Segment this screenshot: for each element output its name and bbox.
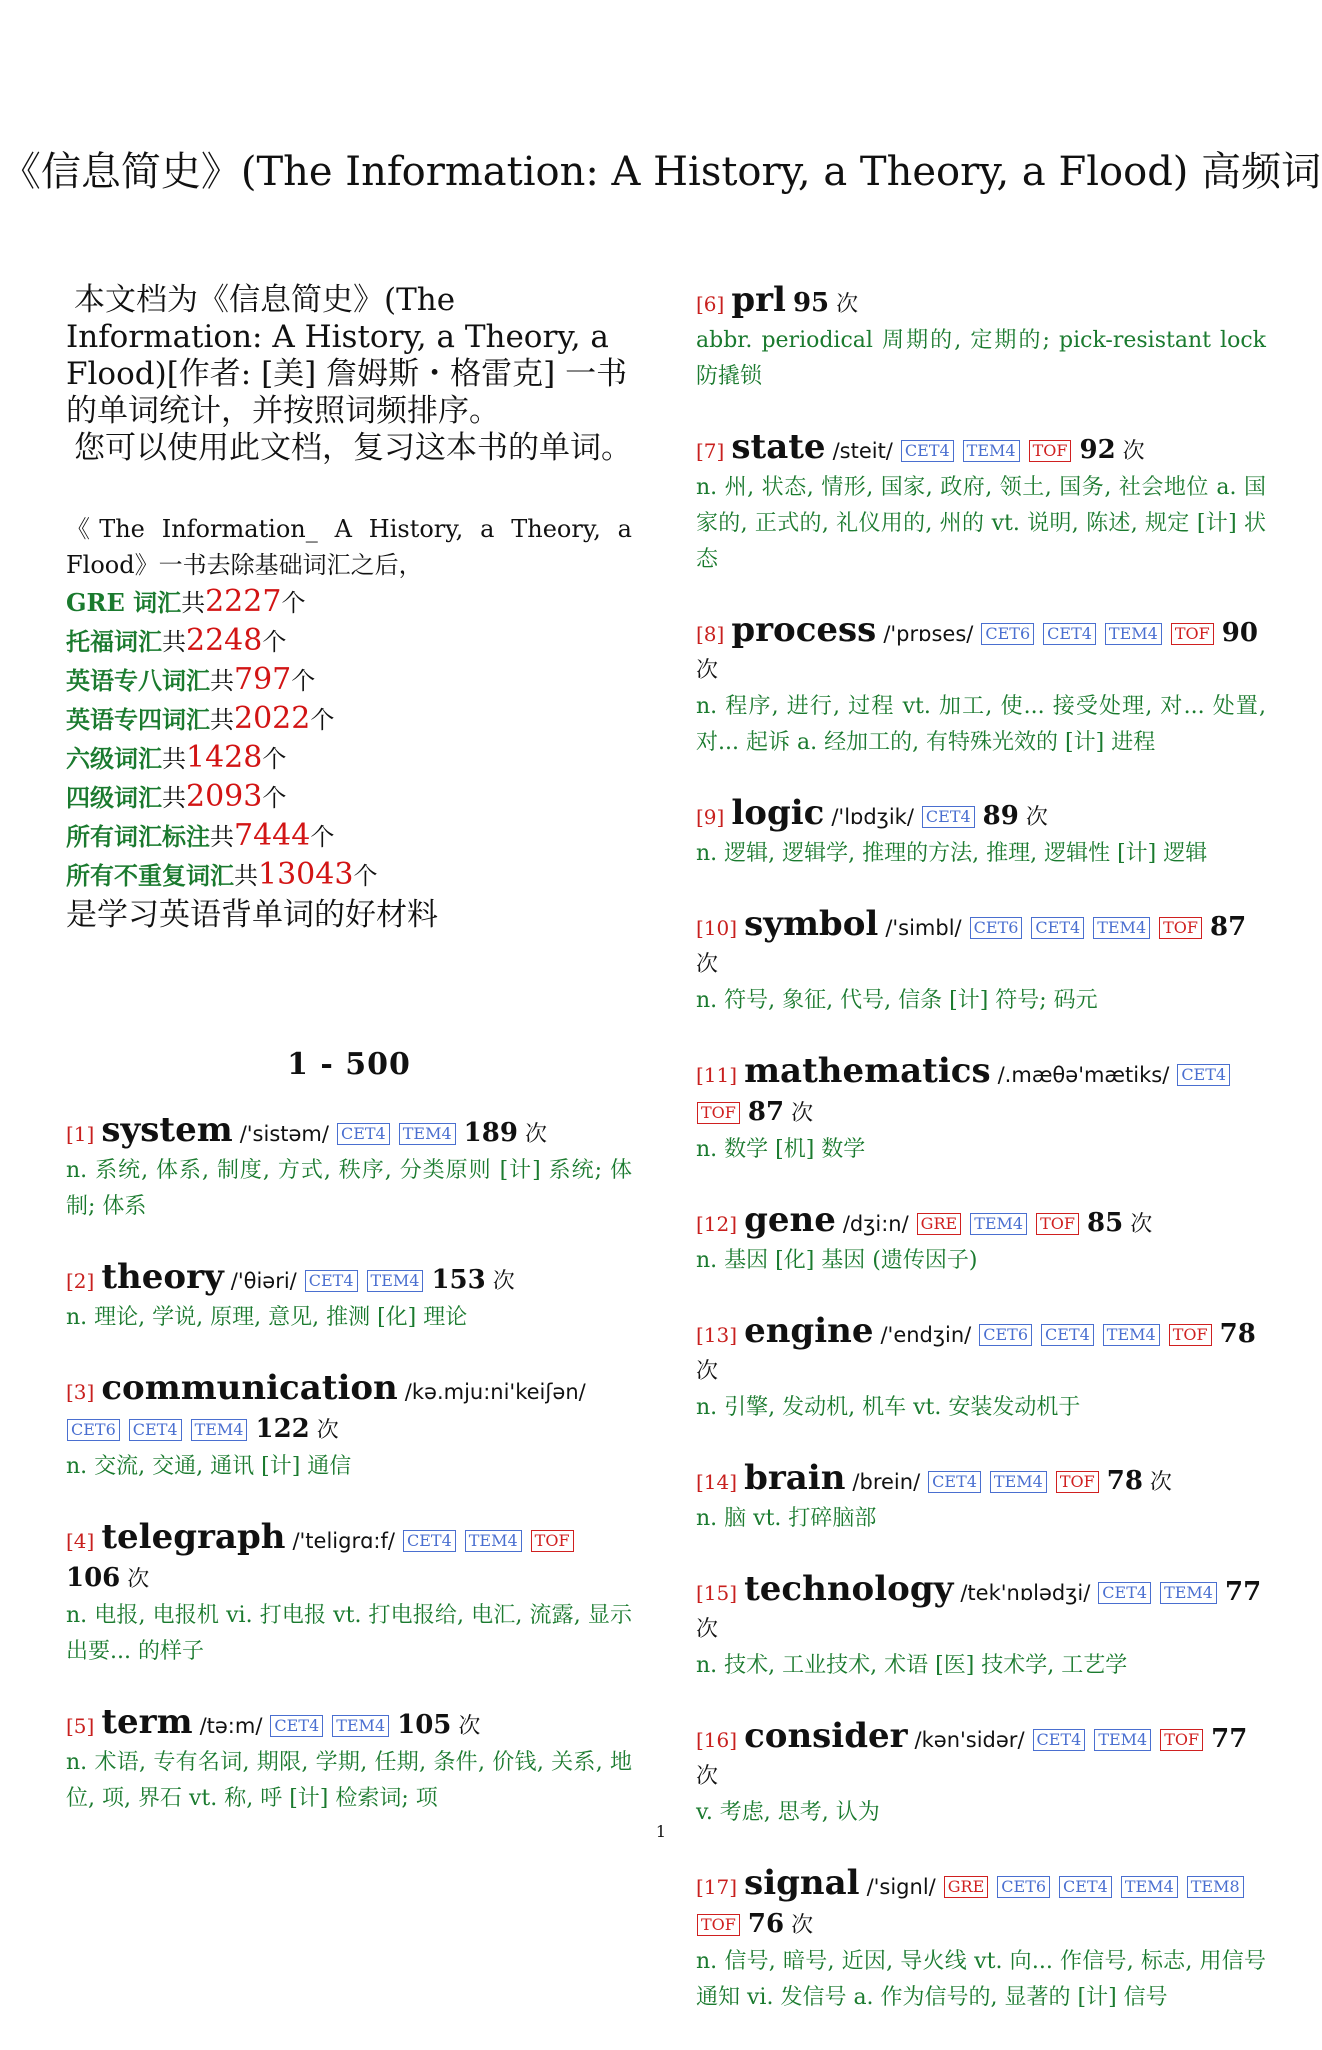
stat-line (66, 739, 632, 778)
entry-index: [11] (696, 1063, 738, 1087)
entry-word: prl (731, 280, 786, 320)
entry-head (696, 795, 1266, 836)
stat-label: 托福词汇 (66, 627, 162, 656)
stat-mid: 共 (210, 823, 234, 851)
entry-word: theory (101, 1257, 224, 1297)
stat-unit: 个 (310, 706, 335, 734)
exam-tag: TEM4 (332, 1715, 389, 1737)
exam-tag: CET6 (67, 1419, 120, 1441)
entry-phonetic: /'simbl/ (885, 916, 962, 940)
stat-line (66, 700, 632, 739)
entry-phonetic: /.mæθə'mætiks/ (997, 1063, 1170, 1087)
stat-label: 六级词汇 (66, 744, 162, 773)
entry-frequency: 77 (1211, 1724, 1248, 1754)
entry-word: communication (101, 1368, 398, 1408)
entry-phonetic: /'signl/ (866, 1875, 936, 1899)
entry-definition: n. 程序, 进行, 过程 vt. 加工, 使... 接受处理, 对... 处置, 对... 起诉 a. 经加工的, 有特殊光效的 [计] 进程 (696, 694, 1266, 755)
entry-frequency: 89 (982, 801, 1019, 831)
entry-word: mathematics (744, 1051, 991, 1091)
stat-unit: 个 (262, 628, 287, 656)
entry-definition: n. 术语, 专有名词, 期限, 学期, 任期, 条件, 价钱, 关系, 地位, 项, 界石 vt. 称, 呼 [计] 检索词; 项 (66, 1750, 632, 1811)
entry-frequency: 106 (66, 1563, 121, 1593)
stat-label: 所有词汇标注 (66, 822, 210, 851)
exam-tag: TOF (697, 1914, 740, 1936)
exam-tag: GRE (917, 1213, 962, 1235)
frequency-unit: 次 (1149, 1470, 1172, 1495)
frequency-unit: 次 (696, 1617, 719, 1642)
intro-paragraph-1: 本文档为《信息简史》(The Information: A History, a Theory, a Flood)[作者: [美] 詹姆斯・格雷克] 一书的单词统计，并按照词频排序。 (66, 282, 628, 429)
stats-list (66, 583, 632, 895)
stat-mid: 共 (162, 784, 186, 812)
stat-mid: 共 (162, 628, 186, 656)
stats-lead: 《The Information_ A History, a Theory, a Flood》一书去除基础词汇之后， (66, 515, 632, 579)
stat-mid: 共 (210, 667, 234, 695)
stat-label: 四级词汇 (66, 783, 162, 812)
entry-index: [10] (696, 916, 738, 940)
entry-definition: n. 信号, 暗号, 近因, 导火线 vt. 向... 作信号, 标志, 用信号通知 vi. 发信号 a. 作为信号的, 显著的 [计] 信号 (696, 1949, 1266, 2010)
entry-phonetic: /'endʒin/ (880, 1323, 972, 1347)
word-entry (66, 1519, 632, 1670)
entry-head (696, 1571, 1266, 1648)
word-entry (696, 795, 1266, 872)
entry-index: [2] (66, 1269, 95, 1293)
entry-word: technology (744, 1569, 954, 1609)
exam-tag: TOF (1169, 1324, 1212, 1346)
stat-unit: 个 (353, 862, 378, 890)
exam-tag: TEM4 (1094, 1729, 1151, 1751)
exam-tag: TEM4 (399, 1123, 456, 1145)
stat-label: GRE 词汇 (66, 588, 182, 617)
word-entry (66, 1370, 632, 1485)
exam-tag: CET4 (1033, 1729, 1086, 1751)
entry-index: [17] (696, 1875, 738, 1899)
page-title: 《信息简史》(The Information: A History, a Theory, a Flood) 高频词 (0, 149, 1322, 195)
exam-tag: CET4 (1043, 623, 1096, 645)
exam-tag: TEM4 (1121, 1876, 1178, 1898)
entry-index: [3] (66, 1380, 95, 1404)
entry-definition: n. 脑 vt. 打碎脑部 (696, 1506, 877, 1531)
entry-head (696, 1718, 1266, 1795)
word-entry (696, 1865, 1266, 2016)
entry-head (66, 1259, 632, 1300)
exam-tag: CET6 (981, 623, 1034, 645)
stat-count: 13043 (258, 857, 354, 892)
entry-phonetic: /dʒi:n/ (842, 1212, 909, 1236)
intro-paragraph-2: 您可以使用此文档，复习这本书的单词。 (74, 430, 632, 466)
entry-frequency: 105 (397, 1710, 452, 1740)
exam-tag: CET4 (1098, 1582, 1151, 1604)
intro (66, 282, 632, 467)
stat-unit: 个 (310, 823, 335, 851)
word-entry (696, 282, 1266, 395)
entry-head (696, 1460, 1266, 1501)
entry-index: [14] (696, 1470, 738, 1494)
entry-index: [13] (696, 1323, 738, 1347)
entry-word: signal (744, 1863, 860, 1903)
frequency-unit: 次 (696, 1764, 719, 1789)
word-entry (696, 1313, 1266, 1426)
stat-unit: 个 (262, 784, 287, 812)
entry-word: term (101, 1702, 193, 1742)
word-entry (696, 612, 1266, 761)
stat-line (66, 778, 632, 817)
stat-count: 797 (234, 662, 292, 697)
exam-tag: TEM4 (367, 1270, 424, 1292)
entry-head (66, 1370, 632, 1449)
page-number: 1 (655, 1822, 667, 1841)
frequency-unit: 次 (458, 1714, 481, 1739)
stat-mid: 共 (210, 706, 234, 734)
frequency-unit: 次 (524, 1122, 547, 1147)
entry-definition: n. 逻辑, 逻辑学, 推理的方法, 推理, 逻辑性 [计] 逻辑 (696, 841, 1208, 866)
stat-mid: 共 (162, 745, 186, 773)
entry-word: state (731, 427, 826, 467)
stat-count: 2093 (186, 779, 263, 814)
entry-index: [15] (696, 1581, 738, 1605)
entry-phonetic: /brein/ (852, 1470, 921, 1494)
frequency-unit: 次 (127, 1567, 150, 1592)
exam-tag: CET4 (305, 1270, 358, 1292)
entry-frequency: 77 (1224, 1577, 1262, 1607)
exam-tag: TEM4 (1160, 1582, 1217, 1604)
exam-tag: TEM4 (465, 1530, 522, 1552)
entry-word: brain (744, 1458, 846, 1498)
exam-tag: CET6 (970, 917, 1023, 939)
frequency-unit: 次 (492, 1269, 515, 1294)
word-entry (696, 1053, 1266, 1168)
exam-tag: TOF (1029, 440, 1072, 462)
entry-frequency: 92 (1079, 435, 1116, 465)
stat-unit: 个 (291, 667, 316, 695)
exam-tag: CET4 (1059, 1876, 1112, 1898)
entry-definition: n. 系统, 体系, 制度, 方式, 秩序, 分类原则 [计] 系统; 体制; 体系 (66, 1158, 632, 1219)
word-entry (696, 429, 1266, 578)
entries-right (696, 282, 1266, 2016)
entry-definition: n. 引擎, 发动机, 机车 vt. 安装发动机于 (696, 1395, 1081, 1420)
word-entry (696, 1460, 1266, 1537)
exam-tag: CET4 (129, 1419, 182, 1441)
frequency-unit: 次 (836, 292, 859, 317)
exam-tag: CET4 (1177, 1064, 1230, 1086)
frequency-unit: 次 (316, 1418, 339, 1443)
entry-head (696, 282, 1266, 323)
entry-frequency: 78 (1106, 1466, 1143, 1496)
exam-tag: TOF (697, 1102, 740, 1124)
exam-tag: TEM4 (1105, 623, 1162, 645)
exam-tag: TOF (1036, 1213, 1079, 1235)
entry-definition: n. 州, 状态, 情形, 国家, 政府, 领土, 国务, 社会地位 a. 国家的, 正式的, 礼仪用的, 州的 vt. 说明, 陈述, 规定 [计] 状态 (696, 475, 1266, 572)
entry-definition: n. 基因 [化] 基因 (遗传因子) (696, 1248, 978, 1273)
entry-phonetic: /'θiəri/ (230, 1269, 297, 1293)
exam-tag: CET4 (928, 1471, 981, 1493)
entry-index: [1] (66, 1122, 95, 1146)
stat-count: 1428 (186, 740, 263, 775)
stats-block (66, 511, 632, 935)
exam-tag: CET6 (997, 1876, 1050, 1898)
word-entry (696, 1571, 1266, 1684)
frequency-unit: 次 (696, 952, 719, 977)
stat-count: 2248 (186, 623, 263, 658)
exam-tag: TEM4 (191, 1419, 248, 1441)
entry-head (696, 906, 1266, 983)
frequency-unit: 次 (1122, 439, 1145, 464)
entry-definition: n. 符号, 象征, 代号, 信条 [计] 符号; 码元 (696, 988, 1098, 1013)
entry-head (696, 429, 1266, 470)
left-column (66, 282, 632, 1851)
exam-tag: CET6 (979, 1324, 1032, 1346)
entry-frequency: 87 (1210, 912, 1247, 942)
stat-unit: 个 (281, 589, 306, 617)
exam-tag: TOF (1160, 1729, 1203, 1751)
exam-tag: CET4 (403, 1530, 456, 1552)
exam-tag: TOF (531, 1530, 574, 1552)
entry-head (66, 1519, 632, 1598)
exam-tag: CET4 (901, 440, 954, 462)
entry-phonetic: /'lɒdʒik/ (831, 805, 914, 829)
word-entry (66, 1259, 632, 1336)
entry-word: engine (744, 1311, 874, 1351)
stat-unit: 个 (262, 745, 287, 773)
entry-word: system (101, 1110, 233, 1150)
stat-label: 所有不重复词汇 (66, 861, 234, 890)
entry-head (66, 1704, 632, 1745)
stat-line (66, 622, 632, 661)
entry-phonetic: /tə:m/ (199, 1714, 263, 1738)
entry-index: [7] (696, 439, 725, 463)
entry-definition: n. 技术, 工业技术, 术语 [医] 技术学, 工艺学 (696, 1653, 1128, 1678)
stat-label: 英语专八词汇 (66, 666, 210, 695)
frequency-unit: 次 (791, 1101, 814, 1126)
exam-tag: TEM4 (1093, 917, 1150, 939)
entry-word: consider (744, 1716, 908, 1756)
stat-mid: 共 (234, 862, 258, 890)
exam-tag: TEM4 (990, 1471, 1047, 1493)
entry-head (696, 1865, 1266, 1944)
stats-closing: 是学习英语背单词的好材料 (66, 897, 438, 933)
entry-word: process (731, 610, 877, 650)
entry-index: [6] (696, 292, 725, 316)
right-column (696, 282, 1266, 2050)
entry-index: [4] (66, 1529, 95, 1553)
frequency-unit: 次 (1130, 1212, 1153, 1237)
entry-head (696, 1202, 1266, 1243)
exam-tag: CET4 (1041, 1324, 1094, 1346)
entry-phonetic: /'prɒses/ (883, 622, 974, 646)
entry-word: logic (731, 793, 825, 833)
entry-frequency: 95 (792, 288, 830, 318)
entry-phonetic: /'teligrɑ:f/ (292, 1529, 395, 1553)
entry-frequency: 90 (1221, 618, 1258, 648)
exam-tag: GRE (944, 1876, 989, 1898)
entry-frequency: 76 (747, 1909, 785, 1939)
exam-tag: TEM4 (970, 1213, 1027, 1235)
exam-tag: TEM4 (1103, 1324, 1160, 1346)
word-entry (66, 1112, 632, 1225)
stat-line (66, 817, 632, 856)
entry-definition: v. 考虑, 思考, 认为 (696, 1800, 880, 1825)
word-entry (66, 1704, 632, 1817)
frequency-unit: 次 (696, 658, 719, 683)
entry-phonetic: /steit/ (832, 439, 893, 463)
stat-mid: 共 (181, 589, 206, 617)
exam-tag: CET4 (270, 1715, 323, 1737)
entry-frequency: 87 (747, 1097, 785, 1127)
entry-index: [12] (696, 1212, 738, 1236)
entry-definition: n. 数学 [机] 数学 (696, 1137, 866, 1162)
entry-frequency: 189 (463, 1118, 518, 1148)
entry-head (66, 1112, 632, 1153)
entry-head (696, 1313, 1266, 1390)
word-entry (696, 1718, 1266, 1831)
entries-left (66, 1112, 632, 1817)
stat-line (66, 856, 632, 895)
exam-tag: TOF (1056, 1471, 1099, 1493)
entry-phonetic: /tek'nɒlədʒi/ (960, 1581, 1091, 1605)
stat-label: 英语专四词汇 (66, 705, 210, 734)
exam-tag: TEM4 (963, 440, 1020, 462)
exam-tag: TOF (1159, 917, 1202, 939)
entry-head (696, 612, 1266, 689)
exam-tag: TEM8 (1187, 1876, 1244, 1898)
word-entry (696, 1202, 1266, 1279)
word-entry (696, 906, 1266, 1019)
stat-count: 7444 (234, 818, 311, 853)
entry-frequency: 153 (431, 1265, 486, 1295)
entry-index: [5] (66, 1714, 95, 1738)
entry-index: [16] (696, 1728, 738, 1752)
stat-count: 2022 (234, 701, 311, 736)
entry-phonetic: /'sistəm/ (239, 1122, 329, 1146)
entry-definition: abbr. periodical 周期的, 定期的; pick-resistant lock 防撬锁 (696, 328, 1266, 389)
exam-tag: TOF (1171, 623, 1214, 645)
exam-tag: CET4 (1031, 917, 1084, 939)
frequency-unit: 次 (1025, 805, 1048, 830)
range-heading: 1 - 500 (287, 1047, 411, 1082)
entry-phonetic: /kən'sidər/ (914, 1728, 1025, 1752)
exam-tag: CET4 (922, 806, 975, 828)
exam-tag: CET4 (337, 1123, 390, 1145)
entry-word: symbol (744, 904, 879, 944)
frequency-unit: 次 (791, 1913, 814, 1938)
entry-definition: n. 交流, 交通, 通讯 [计] 通信 (66, 1454, 352, 1479)
frequency-unit: 次 (696, 1359, 719, 1384)
entry-head (696, 1053, 1266, 1132)
entry-definition: n. 电报, 电报机 vi. 打电报 vt. 打电报给, 电汇, 流露, 显示出要... 的样子 (66, 1603, 632, 1664)
entry-frequency: 78 (1219, 1319, 1256, 1349)
entry-phonetic: /kə.mju:ni'keiʃən/ (404, 1380, 586, 1404)
entry-word: telegraph (101, 1517, 286, 1557)
entry-index: [9] (696, 805, 725, 829)
stat-line (66, 661, 632, 700)
stat-count: 2227 (205, 584, 282, 619)
entry-word: gene (744, 1200, 836, 1240)
entry-definition: n. 理论, 学说, 原理, 意见, 推测 [化] 理论 (66, 1305, 468, 1330)
entry-frequency: 122 (255, 1414, 310, 1444)
entry-frequency: 85 (1087, 1208, 1124, 1238)
stat-line (66, 583, 632, 622)
entry-index: [8] (696, 622, 725, 646)
